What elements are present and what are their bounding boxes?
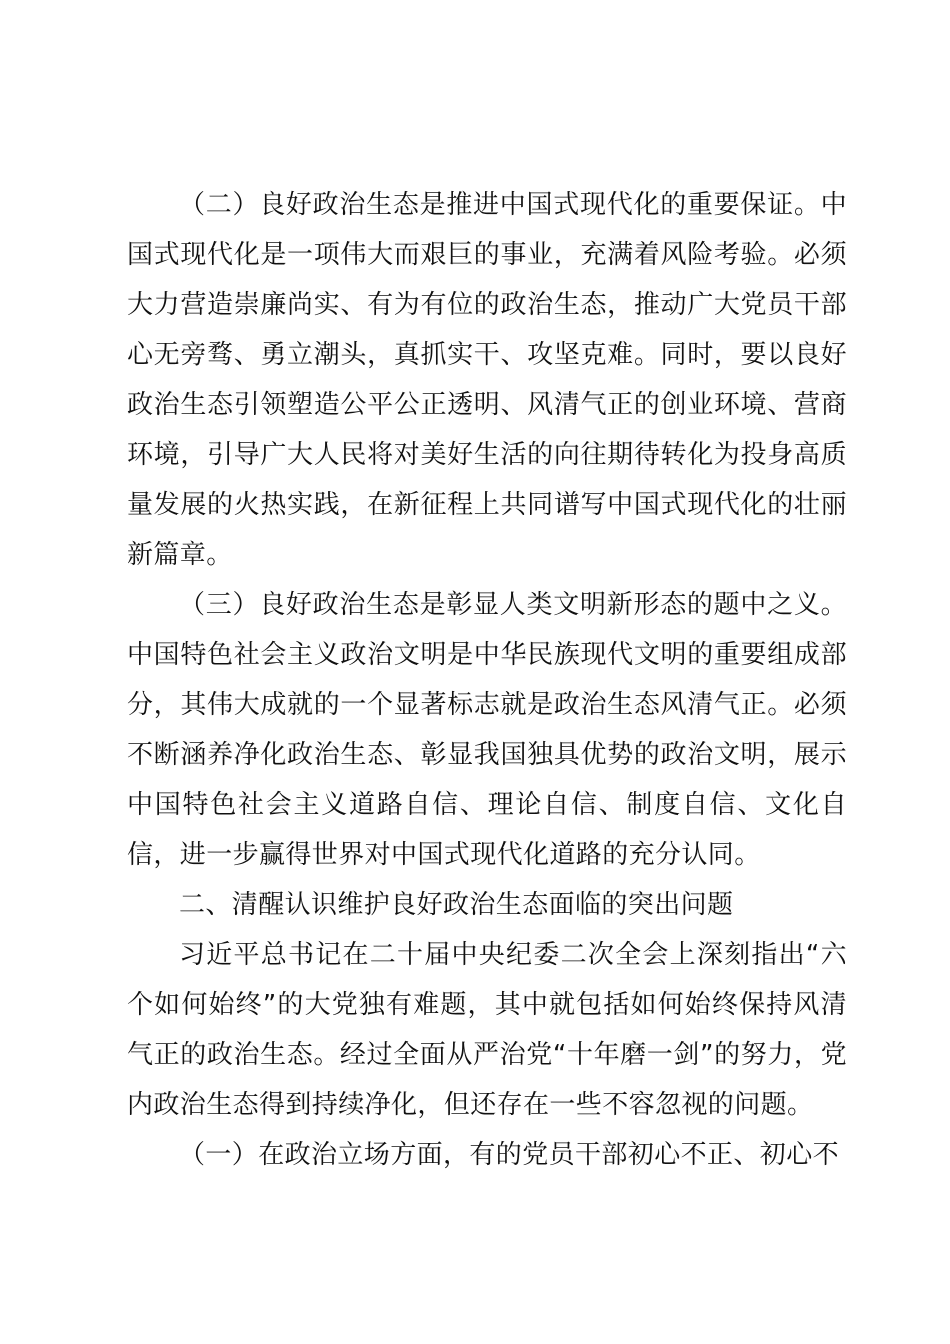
- paragraph-civilization-form: （三）良好政治生态是彰显人类文明新形态的题中之义。中国特色社会主义政治文明是中华民族现代文明的重要组成部分，其伟大成就的一个显著标志就是政治生态风清气正。必须不断涵养净化政治生态、彰显我国独具优势的政治文明，展示中国特色社会主义道路自信、理论自信、制度自信、文化自信，进一步赢得世界对中国式现代化道路的充分认同。: [127, 590, 847, 870]
- paragraph-political-stance: （一）在政治立场方面，有的党员干部初心不正、初心不: [179, 1140, 840, 1170]
- paragraph-six-questions: 习近平总书记在二十届中央纪委二次全会上深刻指出“六个如何始终”的大党独有难题，其中就包括如何始终保持风清气正的政治生态。经过全面从严治党“十年磨一剑”的努力，党内政治生态得到持续净化，但还存在一些不容忽视的问题。: [127, 940, 847, 1120]
- document-body: [127, 180, 847, 1180]
- section-heading-problems: 二、清醒认识维护良好政治生态面临的突出问题: [179, 890, 734, 920]
- paragraph-ecology-guarantee: （二）良好政治生态是推进中国式现代化的重要保证。中国式现代化是一项伟大而艰巨的事业，充满着风险考验。必须大力营造崇廉尚实、有为有位的政治生态，推动广大党员干部心无旁骛、勇立潮头，真抓实干、攻坚克难。同时，要以良好政治生态引领塑造公平公正透明、风清气正的创业环境、营商环境，引导广大人民将对美好生活的向往期待转化为投身高质量发展的火热实践，在新征程上共同谱写中国式现代化的壮丽新篇章。: [127, 190, 847, 570]
